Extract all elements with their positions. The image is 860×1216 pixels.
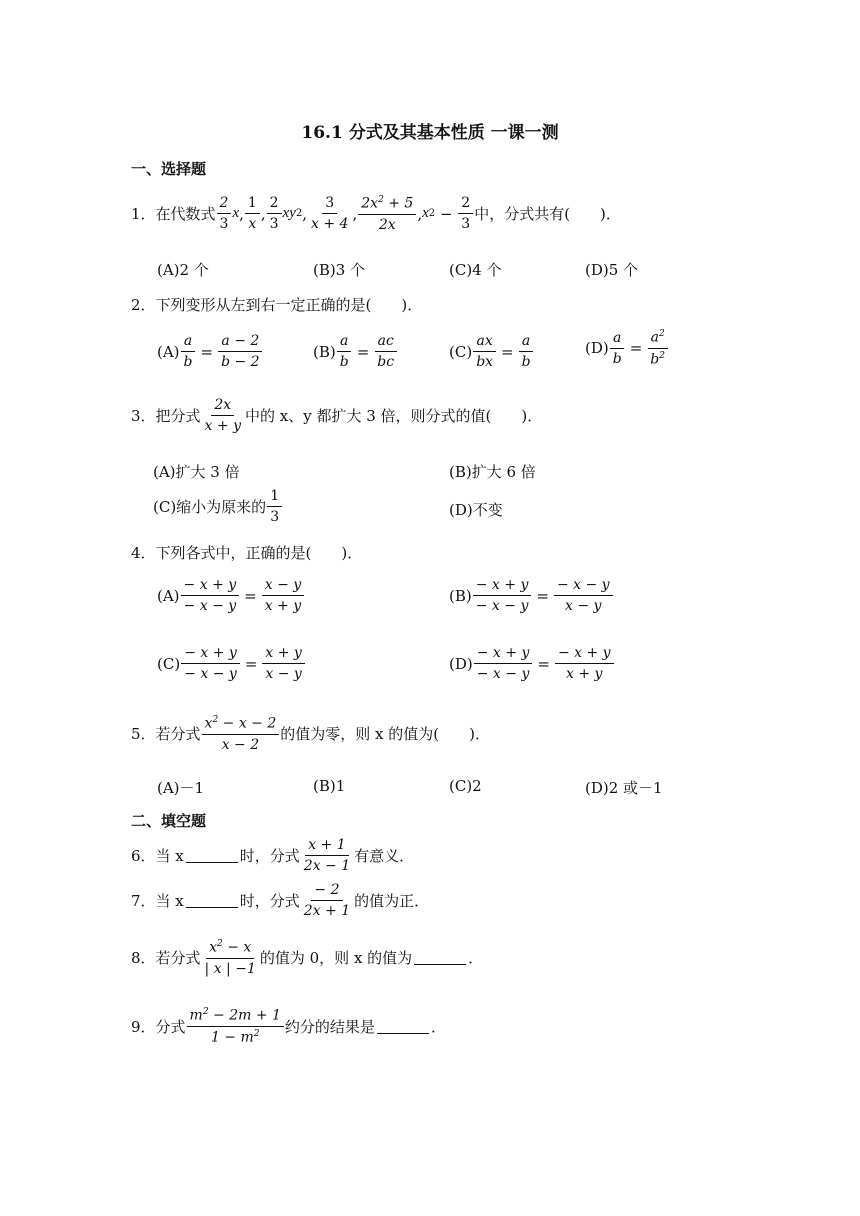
q1-option-c: (C)4 个: [449, 261, 502, 279]
question-8: 8．若分式 $\frac{x^2 - x}{| x | -1}$ 的值为 0，则 x 的值为 ．: [131, 939, 484, 977]
page-title: 16.1 分式及其基本性质 一课一测: [301, 123, 559, 143]
section-fill-heading: 二、填空题: [131, 812, 207, 830]
q6-answer-blank[interactable]: [186, 848, 238, 863]
question-4: 4．下列各式中，正确的是( )．: [131, 544, 363, 562]
q5-option-d: (D)2 或－1: [585, 779, 663, 797]
q4-option-c: (C) $\frac{- x + y}{- x - y}$ = $\frac{x + y}{x - y}$: [157, 646, 306, 681]
q8-answer-blank[interactable]: [414, 950, 466, 965]
q1-option-b: (B)3 个: [313, 261, 366, 279]
question-9: 9．分式 $\frac{m^2 - 2m + 1}{1 - m^2}$ 约分的结果是 ．: [131, 1007, 446, 1046]
question-1: 1．在代数式 $\frac{2}{3}$ x , $\frac{1}{x}$ , $\frac{2}{3}$ xy 2 , $\frac{3}{x + 4}$ , $\frac{2x^2 + 5}{2x}$ , x 2 − $\frac{2}{3}$ 中，分式共有( )．: [131, 195, 621, 233]
section-choice-heading: 一、选择题: [131, 160, 207, 178]
q1-option-d: (D)5 个: [585, 261, 639, 279]
q7-answer-blank[interactable]: [186, 893, 238, 908]
q5-option-c: (C)2: [449, 777, 482, 795]
q5-option-b: (B)1: [313, 777, 346, 795]
q3-option-a: (A)扩大 3 倍: [153, 463, 240, 481]
q1-option-a: (A)2 个: [157, 261, 209, 279]
q4-option-a: (A) $\frac{- x + y}{- x - y}$ = $\frac{x - y}{x + y}$: [157, 578, 305, 613]
q4-option-b: (B) $\frac{- x + y}{- x - y}$ = $\frac{- x - y}{x - y}$: [449, 578, 614, 613]
q2-option-d: (D) $\frac{a}{b}$ = $\frac{a^2}{b^2}$: [585, 330, 669, 366]
q2-option-c: (C) $\frac{ax}{bx}$ = $\frac{a}{b}$: [449, 334, 535, 369]
question-5: 5．若分式 $\frac{x^2 - x - 2}{x - 2}$ 的值为零，则 x 的值为( )．: [131, 715, 490, 753]
q5-option-a: (A)－1: [157, 779, 205, 797]
question-7: 7．当 x 时，分式 $\frac{- 2}{2x + 1}$ 的值为正．: [131, 882, 430, 919]
question-6: 6．当 x 时，分式 $\frac{x + 1}{2x - 1}$ 有意义．: [131, 837, 415, 874]
q9-answer-blank[interactable]: [377, 1019, 429, 1034]
q3-option-c: (C)缩小为原来的 $\frac{1}{3}$: [153, 489, 283, 524]
question-3: 3．把分式 $\frac{2x}{x + y}$ 中的 x、y 都扩大 3 倍，则分式的值( )．: [131, 397, 543, 434]
q1-stem-suffix: 中，分式共有( )．: [474, 205, 621, 224]
q1-stem-prefix: 1．在代数式: [131, 205, 216, 224]
q3-option-b: (B)扩大 6 倍: [449, 463, 536, 481]
q2-option-b: (B) $\frac{a}{b}$ = $\frac{ac}{bc}$: [313, 334, 398, 369]
question-2: 2．下列变形从左到右一定正确的是( )．: [131, 296, 423, 314]
q2-option-a: (A) $\frac{a}{b}$ = $\frac{a - 2}{b - 2}$: [157, 334, 264, 369]
q4-option-d: (D) $\frac{- x + y}{- x - y}$ = $\frac{- x + y}{x + y}$: [449, 646, 615, 681]
q3-option-d: (D)不变: [449, 501, 503, 519]
